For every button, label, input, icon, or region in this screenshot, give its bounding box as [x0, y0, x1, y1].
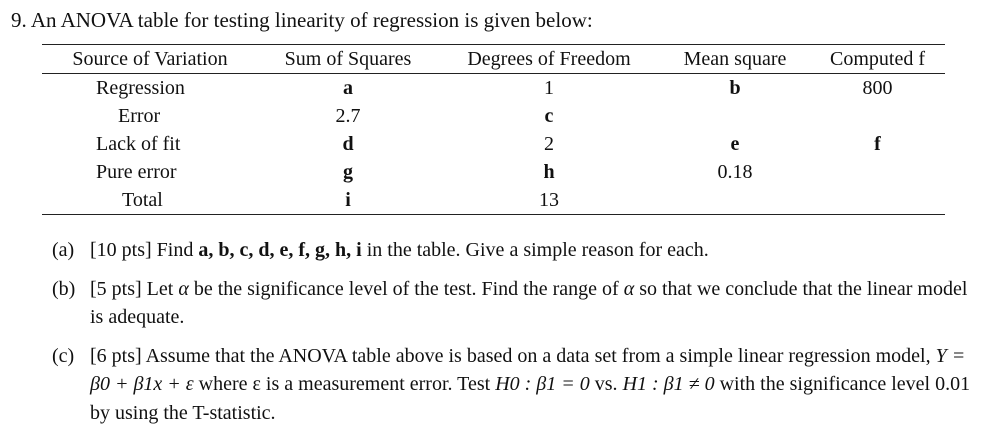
header-sum-squares: Sum of Squares: [258, 45, 438, 74]
row-source: Error: [118, 104, 161, 127]
null-hypothesis: H0 : β1 = 0: [495, 373, 590, 395]
question-text-part: with the significance level 0.01 by using the T-statistic.: [90, 373, 971, 424]
points-label: [10 pts]: [90, 239, 152, 261]
alpha-symbol: α: [178, 277, 189, 300]
question-a: [52, 236, 972, 265]
table-row: [42, 186, 945, 215]
row-ms: 0.18: [717, 160, 753, 183]
row-ss: d: [342, 132, 354, 155]
table-header-row: [42, 45, 945, 74]
row-source: Lack of fit: [96, 132, 181, 155]
question-text-part: be the significance level of the test. Find the range of: [193, 277, 619, 300]
question-text-part: Find: [156, 239, 194, 261]
header-mean-square: Mean square: [660, 45, 810, 74]
row-df: c: [544, 104, 554, 127]
question-c: [52, 342, 972, 428]
row-ms: e: [730, 132, 740, 155]
table-row: [42, 74, 945, 103]
row-df: 13: [438, 186, 660, 215]
row-f: [810, 186, 945, 215]
alpha-symbol: α: [623, 277, 635, 300]
row-ss: g: [343, 160, 353, 183]
header-computed-f: Computed f: [810, 45, 945, 74]
row-ms: b: [729, 76, 741, 99]
row-ss: i: [258, 186, 438, 215]
question-text-part: Assume that the ANOVA table above is based on a data set from a simple linear regression model,: [145, 344, 931, 367]
table-row: [42, 130, 945, 158]
question-text: [90, 236, 972, 265]
question-list: [52, 236, 972, 437]
header-source: Source of Variation: [42, 45, 258, 74]
row-source: Regression: [96, 76, 185, 99]
question-b: [52, 275, 972, 332]
points-label: [6 pts]: [90, 344, 142, 367]
alternative-hypothesis: H1 : β1 ≠ 0: [622, 373, 715, 395]
row-ss: 2.7: [335, 104, 361, 127]
question-text-part: so that we conclude that the linear model is adequate.: [90, 277, 968, 328]
row-source: Total: [42, 186, 258, 215]
question-text-part: vs.: [594, 373, 618, 395]
row-f: f: [874, 132, 881, 155]
row-source: Pure error: [96, 160, 177, 183]
question-label: (a): [52, 239, 75, 261]
row-df: h: [543, 160, 555, 183]
question-label: (c): [52, 344, 75, 367]
variable-list: a, b, c, d, e, f, g, h, i: [198, 239, 362, 261]
row-df: 2: [544, 132, 554, 155]
row-ms: [660, 102, 810, 130]
row-f: [810, 102, 945, 130]
question-label: (b): [52, 277, 76, 300]
question-text-part: where ε is a measurement error. Test: [198, 373, 491, 395]
row-ss: a: [343, 76, 353, 99]
row-f: [810, 158, 945, 186]
question-text: [90, 275, 972, 332]
table-row: [42, 102, 945, 130]
question-text: [90, 342, 972, 428]
row-f: 800: [862, 76, 893, 99]
question-text-part: in the table. Give a simple reason for each.: [366, 239, 709, 261]
header-degrees-freedom: Degrees of Freedom: [438, 45, 660, 74]
table-row: [42, 158, 945, 186]
anova-table: [42, 44, 945, 215]
problem-title: 9. An ANOVA table for testing linearity of regression is given below:: [11, 8, 593, 32]
regression-model-formula: Y = β0 + β1x + ε: [90, 344, 966, 395]
row-ms: [660, 186, 810, 215]
points-label: [5 pts]: [90, 277, 142, 300]
row-df: 1: [544, 76, 554, 99]
question-text-part: Let: [146, 277, 174, 300]
